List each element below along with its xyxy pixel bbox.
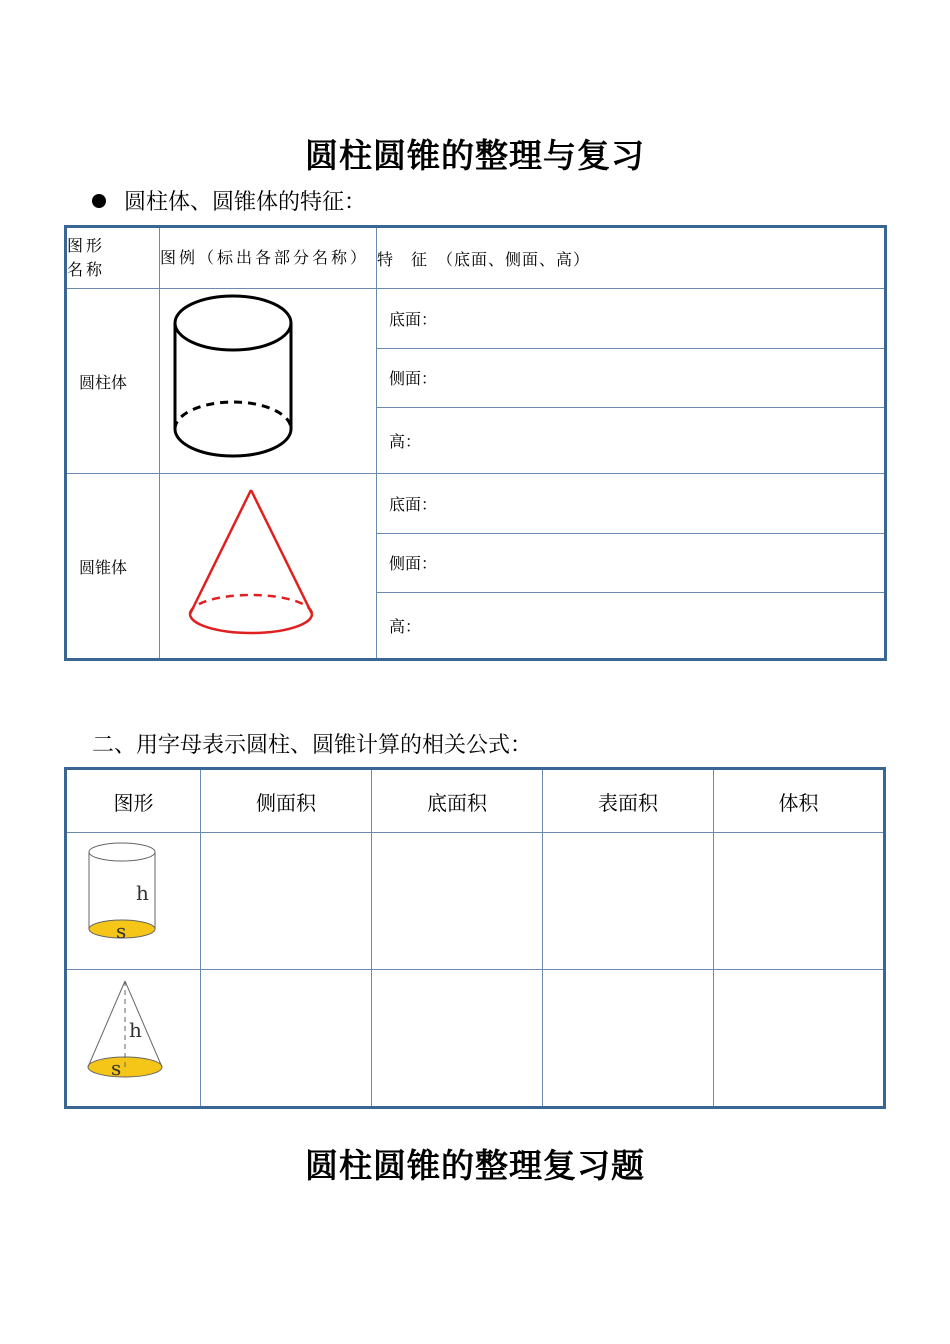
section1-heading-text: 圆柱体、圆锥体的特征： xyxy=(124,190,367,215)
cone-shape-cell xyxy=(66,970,201,1108)
header-name: 图形名称 xyxy=(66,227,160,289)
features-table xyxy=(64,225,887,661)
exercise-title: 圆柱圆锥的整理复习题 xyxy=(305,1146,645,1185)
header-lateral-area: 侧面积 xyxy=(201,769,372,833)
h-label: h xyxy=(136,880,149,905)
cone-base-cell[interactable] xyxy=(372,970,543,1108)
cone-volume-cell[interactable] xyxy=(714,970,885,1108)
cone-feature-side: 侧面： xyxy=(377,533,886,593)
cylinder-shape-cell xyxy=(66,833,201,970)
section2-heading: 二、用字母表示圆柱、圆锥计算的相关公式： xyxy=(92,733,533,758)
header-base-area: 底面积 xyxy=(372,769,543,833)
cylinder-hs-icon xyxy=(67,834,202,964)
cylinder-feature-base: 底面： xyxy=(377,289,886,349)
s-label: s xyxy=(111,1055,122,1080)
bullet-icon xyxy=(92,194,106,208)
cylinder-diagram xyxy=(160,289,377,474)
header-shape: 图形 xyxy=(66,769,201,833)
cylinder-feature-height: 高： xyxy=(377,408,886,474)
cylinder-feature-side: 侧面： xyxy=(377,348,886,408)
cylinder-surface-cell[interactable] xyxy=(543,833,714,970)
header-feature: 特 征 （底面、侧面、高） xyxy=(377,227,886,289)
s-label: s xyxy=(116,918,127,943)
cone-diagram xyxy=(160,474,377,660)
cone-icon xyxy=(160,474,377,654)
cone-surface-cell[interactable] xyxy=(543,970,714,1108)
cone-feature-base: 底面： xyxy=(377,474,886,534)
cone-hs-icon xyxy=(67,971,202,1101)
cylinder-base-cell[interactable] xyxy=(372,833,543,970)
h-label: h xyxy=(129,1017,142,1042)
page-title: 圆柱圆锥的整理与复习 xyxy=(305,136,645,175)
cylinder-lateral-cell[interactable] xyxy=(201,833,372,970)
formula-table xyxy=(64,767,886,1109)
header-diagram: 图例（标出各部分名称） xyxy=(160,227,377,289)
header-surface-area: 表面积 xyxy=(543,769,714,833)
cone-feature-height: 高： xyxy=(377,593,886,660)
row-name-cylinder: 圆柱体 xyxy=(66,289,160,474)
cone-lateral-cell[interactable] xyxy=(201,970,372,1108)
row-name-cone: 圆锥体 xyxy=(66,474,160,660)
section1-heading xyxy=(92,185,366,216)
cylinder-volume-cell[interactable] xyxy=(714,833,885,970)
cylinder-icon xyxy=(160,289,377,469)
header-volume: 体积 xyxy=(714,769,885,833)
